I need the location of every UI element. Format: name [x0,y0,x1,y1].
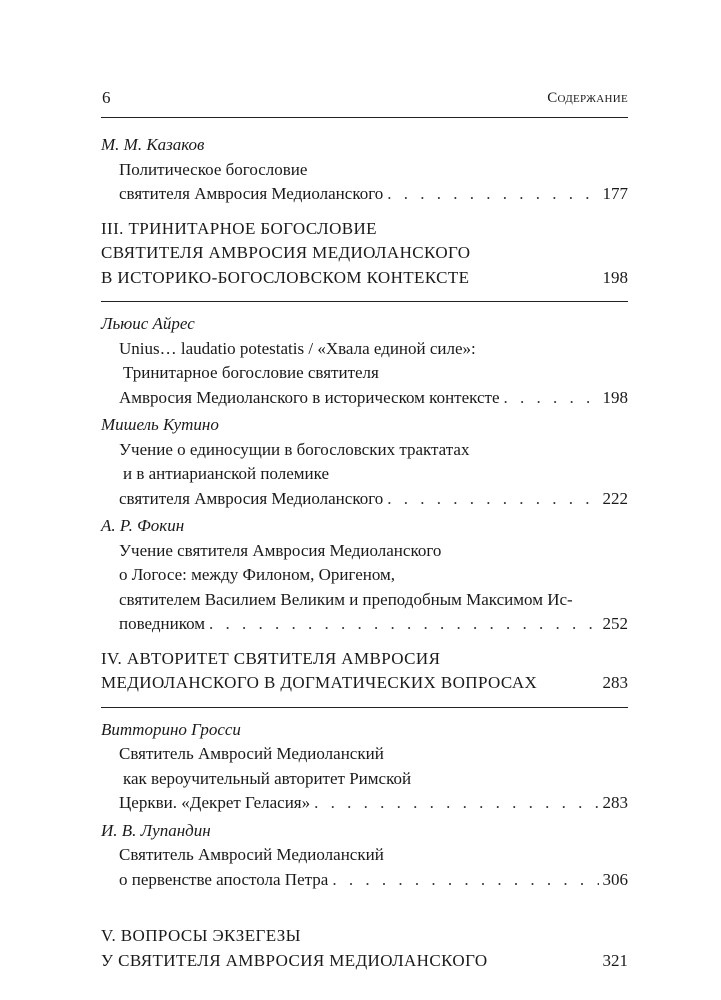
entry-title-line: и в антиарианской полемике [123,464,330,483]
entry-page-number: 198 [602,387,628,407]
entry-title-last-line [119,182,628,207]
entry-page-number: 222 [602,488,628,508]
section-title-line: V. ВОПРОСЫ ЭКЗЕГЕЗЫ [101,926,301,945]
toc-entry [101,718,628,816]
section-title-line: IV. АВТОРИТЕТ СВЯТИТЕЛЯ АМВРОСИЯ [101,648,441,668]
entry-title [101,438,628,512]
toc-entry [101,819,628,893]
entry-author: Мишель Кутино [101,415,219,434]
entry-title-line: Учение святителя Амвросия Медиоланского [119,540,442,560]
entry-title-line: как вероучительный авторитет Римской [123,768,412,788]
entry-page-number: 252 [602,614,628,633]
entry-title-line: святителя Амвросия Медиоланского [119,488,384,508]
entry-author: И. В. Лупандин [101,820,211,840]
table-of-contents [101,133,628,994]
toc-section [101,217,628,303]
entry-title [101,337,628,411]
dot-leader [504,386,599,411]
toc-section [101,924,628,984]
entry-page-number: 306 [602,869,628,889]
section-page-number: 283 [602,673,628,692]
section-title-last-line [101,949,628,974]
entry-title-line: Святитель Амвросий Медиоланский [119,845,384,864]
entry-title-line: поведником [119,614,206,633]
entry-title-last-line [119,487,628,512]
entry-title-line: Политическое богословие [119,159,308,179]
entry-title-line: Амвросия Медиоланского в историческом контексте [119,387,500,407]
header-rule [101,117,628,118]
entry-author: Льюис Айрес [101,314,195,333]
entry-title [101,539,628,637]
toc-entry [101,514,628,637]
page-number: 6 [102,88,111,107]
entry-title [101,742,628,816]
dot-leader [314,791,598,816]
entry-title-last-line [119,791,628,816]
section-title-line: СВЯТИТЕЛЯ АМВРОСИЯ МЕДИОЛАНСКОГО [101,243,471,262]
entry-title-line: Церкви. «Декрет Геласия» [119,793,311,812]
section-page-number: 198 [602,267,628,287]
section-title-last-line [101,671,628,696]
entry-title-line: святителем Василием Великим и преподобным Максимом Ис- [119,589,573,609]
entry-page-number: 177 [602,184,628,203]
running-title: Содержание [547,90,628,106]
entry-title-line: о Логосе: между Филоном, Оригеном, [119,565,396,584]
dot-leader [332,868,598,893]
entry-title-line: Тринитарное богословие святителя [123,363,379,382]
dot-leader [209,612,598,637]
section-page-number: 321 [602,950,628,970]
entry-title-last-line [119,612,628,637]
entry-title [101,158,628,207]
entry-title-line: святителя Амвросия Медиоланского [119,184,384,203]
dot-leader [387,487,598,512]
entry-author: Витторино Гросси [101,719,241,739]
toc-entry [101,312,628,410]
entry-title-line: о первенстве апостола Петра [119,869,329,889]
toc-entry [101,133,628,207]
entry-title-line: Учение о единосущии в богословских трактатах [119,439,470,459]
toc-entry [101,413,628,511]
entry-title-last-line [119,386,628,411]
section-title-line: МЕДИОЛАНСКОГО В ДОГМАТИЧЕСКИХ ВОПРОСАХ [101,673,538,692]
toc-section [101,647,628,708]
entry-author: А. Р. Фокин [101,516,185,535]
dot-leader [387,182,598,207]
section-title-line: В ИСТОРИКО-БОГОСЛОВСКОМ КОНТЕКСТЕ [101,267,470,287]
section-title-last-line [101,266,628,291]
section-title-line: III. ТРИНИТАРНОЕ БОГОСЛОВИЕ [101,218,377,238]
entry-title-line: Святитель Амвросий Медиоланский [119,744,384,763]
entry-author: М. М. Казаков [101,135,205,154]
entry-title-last-line [119,868,628,893]
entry-title-line: Unius… laudatio potestatis / «Хвала единой силе»: [119,338,476,358]
entry-title [101,843,628,892]
entry-page-number: 283 [602,793,628,812]
section-title-line: У СВЯТИТЕЛЯ АМВРОСИЯ МЕДИОЛАНСКОГО [101,950,488,970]
